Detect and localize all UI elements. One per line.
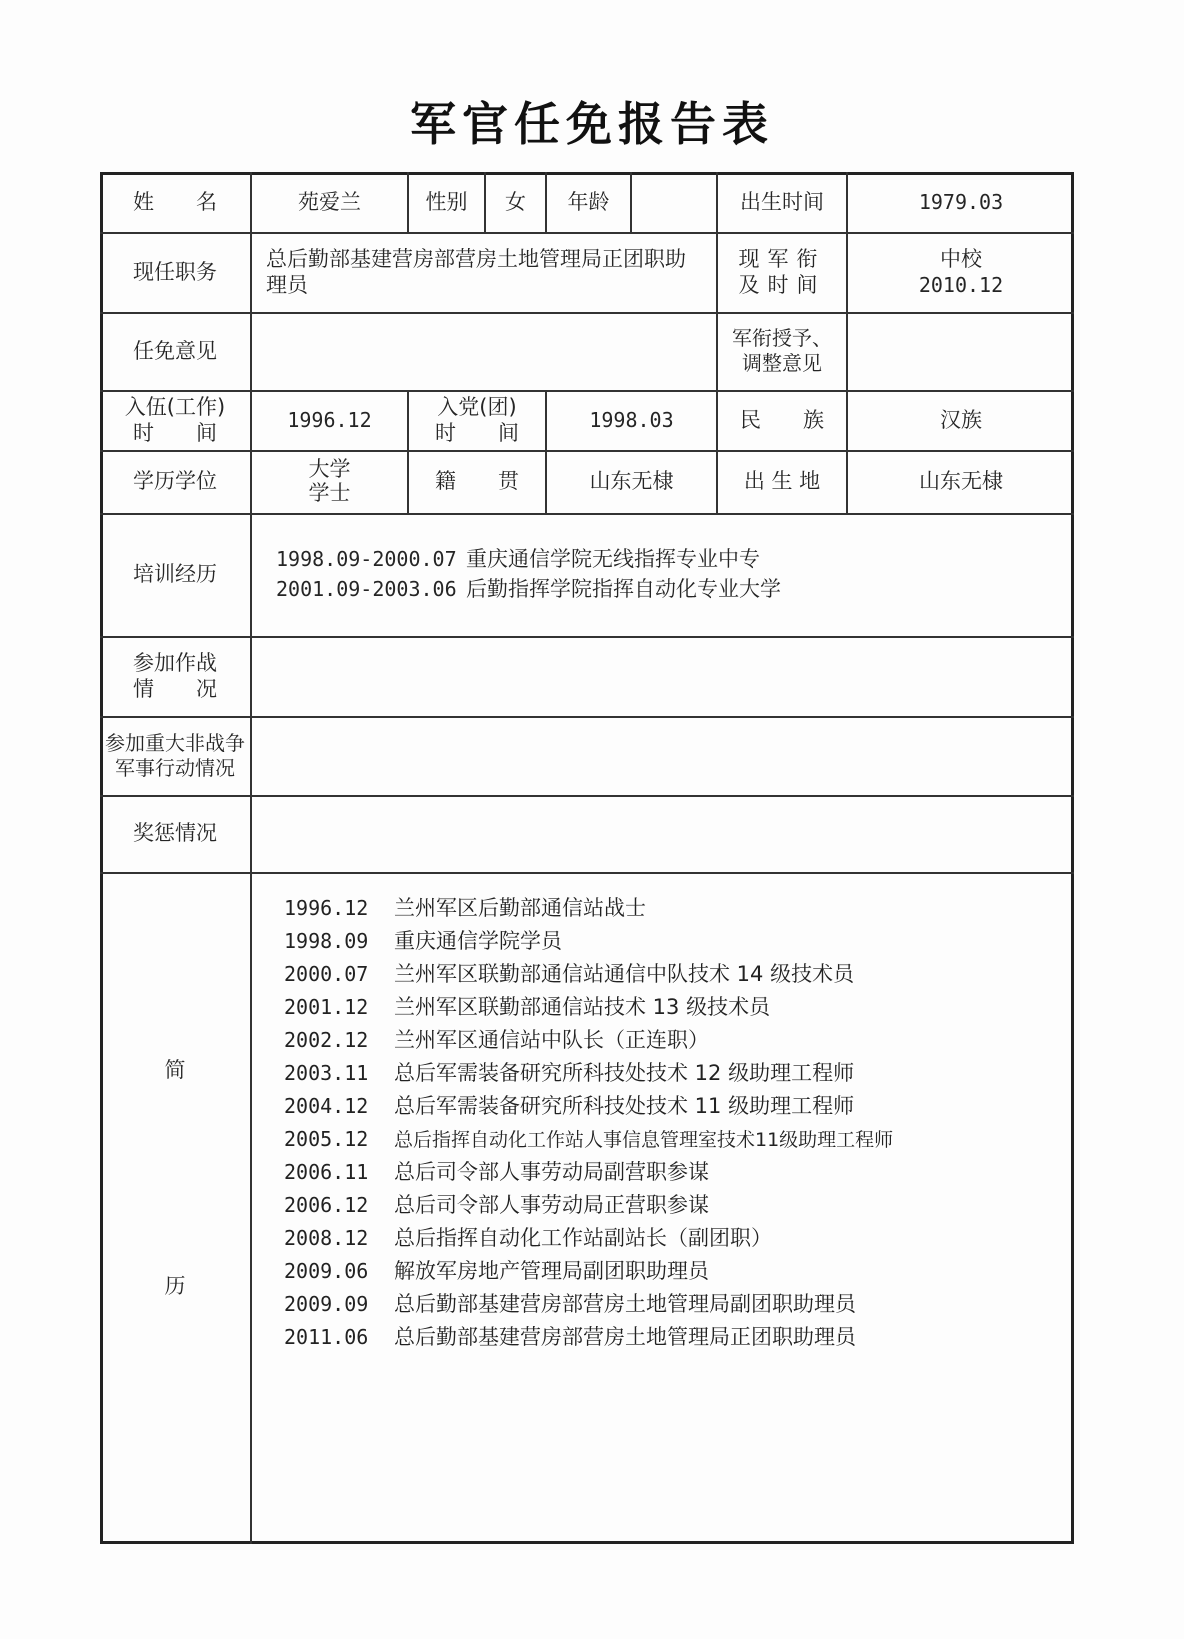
resume-item: 2009.06 解放军房地产管理局副团职助理员 (284, 1259, 709, 1283)
name-label: 姓 名 (133, 189, 217, 214)
ethnicity-label: 民 族 (740, 407, 824, 432)
combat-label: 参加作战 情 况 (133, 650, 217, 701)
resume-item: 2006.12 总后司令部人事劳动局正营职参谋 (284, 1193, 709, 1217)
page-title: 军官任免报告表 (410, 97, 774, 151)
education-degree: 大学 (308, 457, 351, 482)
resume-item: 2001.12 兰州军区联勤部通信站技术 13 级技术员 (284, 995, 771, 1019)
resume-item: 1998.09 重庆通信学院学员 (284, 929, 562, 953)
appointment-opinion-label: 任免意见 (133, 338, 217, 363)
birthplace-label: 出 生 地 (743, 469, 821, 494)
resume-item: 2006.11 总后司令部人事劳动局副营职参谋 (284, 1160, 709, 1184)
resume-item: 2004.12 总后军需装备研究所科技处技术 11 级助理工程师 (284, 1094, 855, 1118)
resume-item: 2003.11 总后军需装备研究所科技处技术 12 级助理工程师 (284, 1061, 855, 1085)
enlist-time-label: 入伍(工作) 时 间 (124, 394, 226, 445)
party-time-label: 入党(团) 时 间 (435, 394, 519, 445)
resume-item: 2009.09 总后勤部基建营房部营房土地管理局副团职助理员 (284, 1292, 856, 1316)
age-label: 年龄 (567, 189, 610, 214)
education-level: 学士 (308, 480, 351, 505)
ethnicity-value: 汉族 (940, 407, 982, 432)
resume-list (284, 892, 893, 1354)
resume-label-top: 简 (164, 1057, 186, 1082)
education-label: 学历学位 (133, 469, 217, 494)
name-value: 苑爱兰 (298, 189, 361, 214)
rank-adjust-value (848, 312, 1074, 390)
resume-item: 1996.12 兰州军区后勤部通信站战士 (284, 896, 646, 920)
non-war-label: 参加重大非战争 军事行动情况 (105, 730, 245, 780)
resume-item: 2008.12 总后指挥自动化工作站副站长（副团职） (284, 1226, 772, 1250)
age-value (632, 172, 716, 232)
birthplace-value: 山东无棣 (919, 469, 1003, 494)
resume-item: 2005.12 总后指挥自动化工作站人事信息管理室技术11级助理工程师 (284, 1127, 894, 1151)
rewards-value (252, 795, 1074, 872)
current-post-value: 总后勤部基建营房部营房土地管理局正团职助理员 (266, 246, 686, 297)
combat-value (252, 636, 1074, 716)
training-item: 2001.09-2003.06 后勤指挥学院指挥自动化专业大学 (276, 577, 781, 601)
rank-value: 中校 (940, 247, 982, 272)
non-war-value (252, 716, 1074, 795)
education-value (252, 450, 407, 513)
training-item: 1998.09-2000.07 重庆通信学院无线指挥专业中专 (276, 547, 760, 571)
gender-label: 性别 (425, 189, 468, 214)
native-place-label: 籍 贯 (435, 469, 519, 494)
rank-time-value (848, 232, 1074, 312)
training-label: 培训经历 (133, 562, 217, 587)
resume-item: 2000.07 兰州军区联勤部通信站通信中队技术 14 级技术员 (284, 962, 855, 986)
training-list (276, 544, 781, 604)
gender-value: 女 (505, 189, 526, 214)
party-time-value: 1998.03 (589, 407, 674, 432)
rank-adjust-label: 军衔授予、 调整意见 (732, 326, 832, 375)
rank-date-value: 2010.12 (918, 272, 1004, 297)
resume-label-bottom: 历 (164, 1273, 186, 1298)
birth-date-value: 1979.03 (918, 189, 1004, 214)
appointment-opinion-value (252, 312, 716, 390)
row-divider (100, 872, 1074, 874)
birth-date-label: 出生时间 (740, 189, 824, 214)
enlist-time-value: 1996.12 (287, 407, 372, 432)
resume-item: 2011.06 总后勤部基建营房部营房土地管理局正团职助理员 (284, 1325, 856, 1349)
current-post-label: 现任职务 (133, 259, 217, 284)
rank-time-label: 现军衔 及时间 (738, 246, 826, 297)
rewards-label: 奖惩情况 (133, 821, 217, 846)
resume-item: 2002.12 兰州军区通信站中队长（正连职） (284, 1028, 709, 1052)
native-place-value: 山东无棣 (589, 469, 674, 494)
